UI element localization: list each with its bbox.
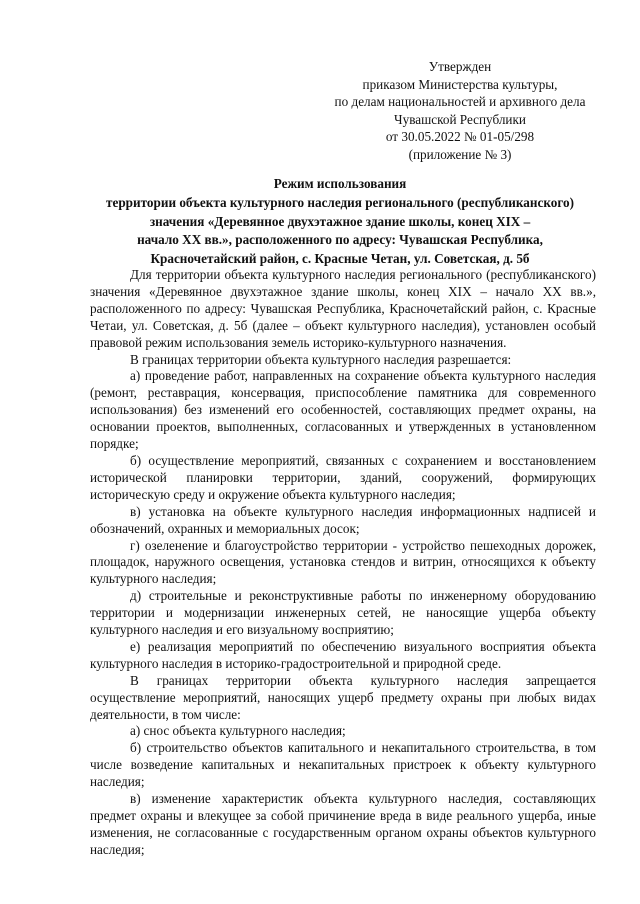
title-line: значения «Деревянное двухэтажное здание школы, конец XIX – xyxy=(149,213,531,229)
title-line: Красночетайский район, с. Красные Четан, ул. Советская, д. 5б xyxy=(150,251,530,267)
approval-line: Утвержден xyxy=(428,59,492,74)
approval-line: (приложение № 3) xyxy=(408,146,512,162)
approval-line: Чувашской Республики xyxy=(394,111,526,127)
permitted-item: г) озеленение и благоустройство территории - устройство пешеходных дорожек, площадок, наружного освещения, установка стендов и витрин, относящихся к объекту культурного наследия; xyxy=(90,537,596,587)
approval-line: по делам национальностей и архивного дела xyxy=(334,94,586,110)
permitted-item: б) осуществление мероприятий, связанных с сохранением и восстановлением исторической планировки территории, зданий, сооружений, формирующих историческую среду и окружение объекта культурного наследия; xyxy=(90,452,596,502)
permitted-item: е) реализация мероприятий по обеспечению визуального восприятия объекта культурного наследия в историко-градостроительной и природной среде. xyxy=(90,638,596,671)
prohibited-item: в) изменение характеристик объекта культурного наследия, составляющих предмет охраны и влекущее за собой причинение вреда в виде реального ущерба, иные изменения, не согласованные с государственным органом охраны объектов культурного наследия; xyxy=(90,791,596,857)
prohibited-item: б) строительство объектов капитального и некапитального строительства, в том числе возведение капитальных и некапитальных пристроек к объекту культурного наследия; xyxy=(90,740,596,790)
approval-block xyxy=(310,58,610,164)
permitted-heading: В границах территории объекта культурного наследия разрешается: xyxy=(130,351,512,367)
approval-line: от 30.05.2022 № 01-05/298 xyxy=(385,129,535,145)
permitted-item: д) строительные и реконструктивные работы по инженерному оборудованию территории и модернизации инженерных сетей, не наносящие ущерба объекту культурного наследия и его визуальному восприятию; xyxy=(90,588,596,638)
title-line: начало XX вв.», расположенного по адресу: Чувашская Республика, xyxy=(137,232,543,248)
title-line: Режим использования xyxy=(273,176,407,191)
document-body xyxy=(90,267,596,859)
document-title xyxy=(80,175,600,269)
approval-line: приказом Министерства культуры, xyxy=(362,76,558,92)
prohibited-item: а) снос объекта культурного наследия; xyxy=(130,723,346,739)
permitted-item: в) установка на объекте культурного наследия информационных надписей и обозначений, охранных и мемориальных досок; xyxy=(90,503,596,536)
title-line: территории объекта культурного наследия регионального (республиканского) xyxy=(106,194,574,210)
permitted-item: а) проведение работ, направленных на сохранение объекта культурного наследия (ремонт, реставрация, консервация, приспособление памятника для современного использования) без изменений его особенностей, составляющих предмет охраны, на основании проектов, выполненных, согласованных и утвержденных в установленном порядке; xyxy=(90,368,596,452)
prohibited-heading: В границах территории объекта культурного наследия запрещается осуществление мероприятий, наносящих ущерб предмету охраны при любых видах деятельности, в том числе: xyxy=(90,672,596,722)
intro-paragraph: Для территории объекта культурного наследия регионального (республиканского) значения «Деревянное двухэтажное здание школы, конец XIX – начало XX вв.», расположенного по адресу: Чувашская Республика, Красночетайский район, с. Красные Четаи, ул. Советская, д. 5б (далее – объект культурного наследия), установлен особый правовой режим использования земель историко-культурного назначения. xyxy=(90,267,596,350)
